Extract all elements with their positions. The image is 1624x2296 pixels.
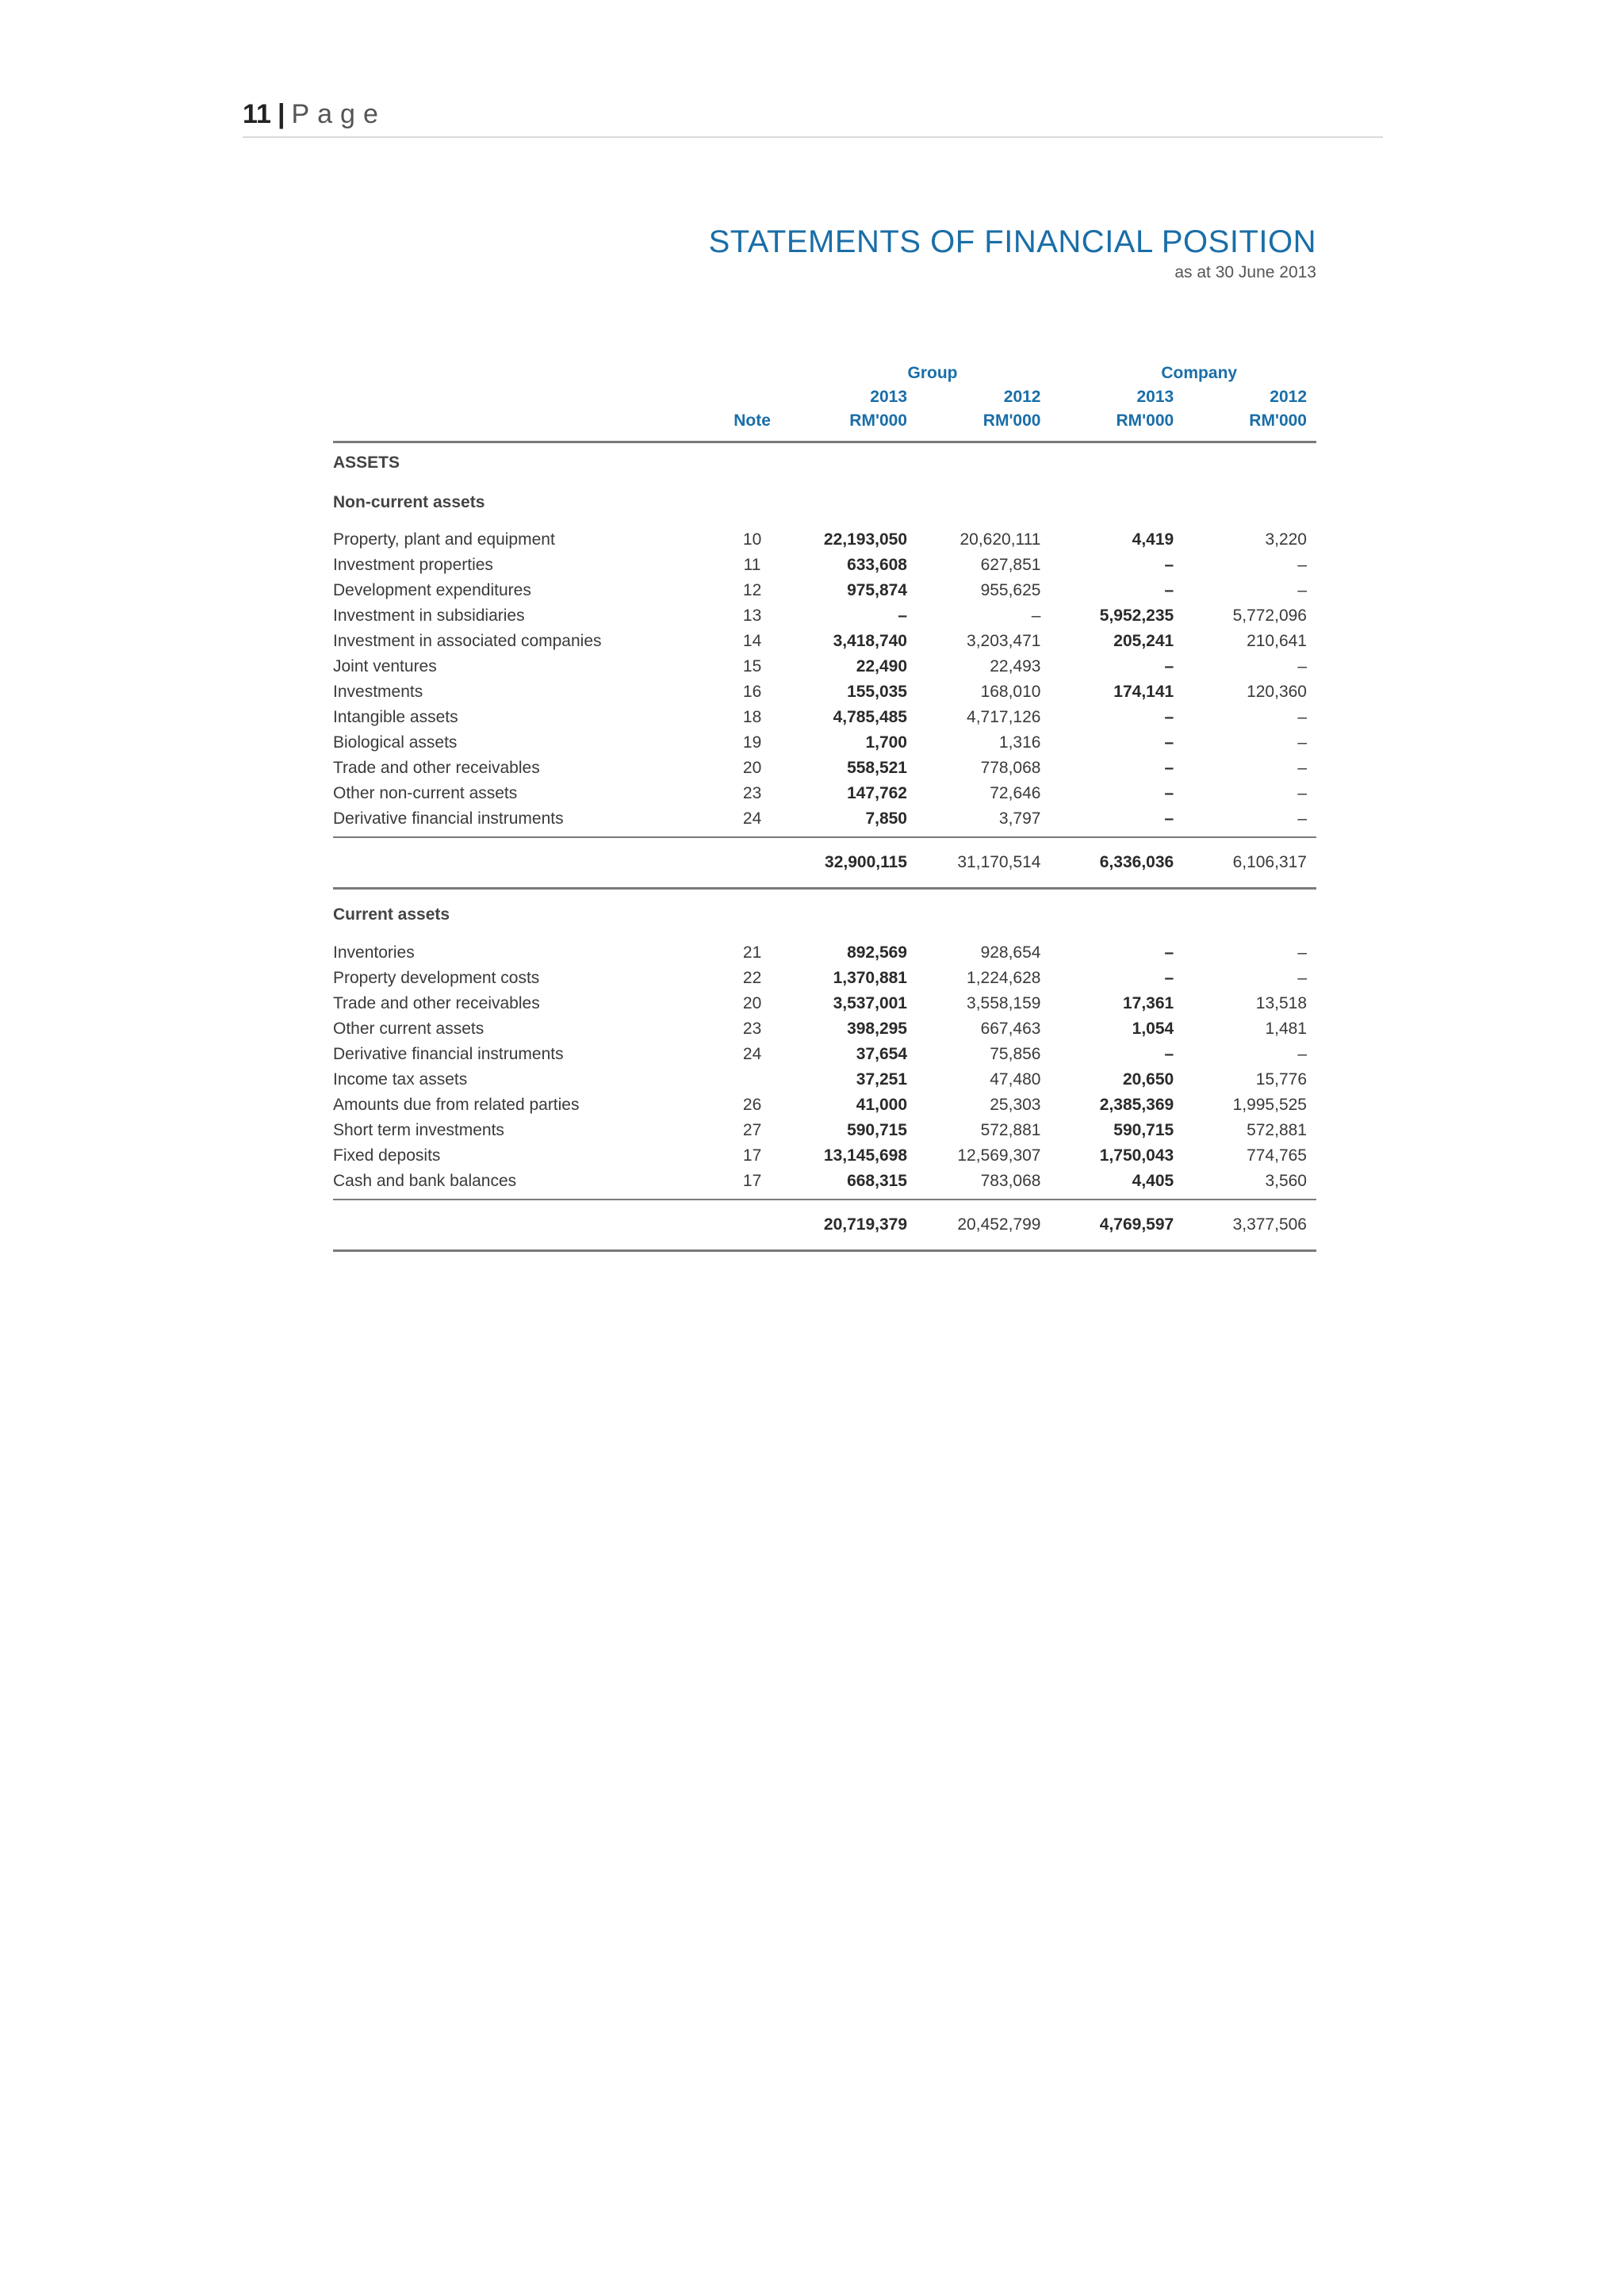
table-row bbox=[333, 527, 1316, 553]
group-2013-value: 590,715 bbox=[847, 1121, 907, 1139]
row-label: Investment properties bbox=[333, 556, 493, 574]
group-2012-value: 75,856 bbox=[990, 1045, 1041, 1063]
row-note: 22 bbox=[742, 969, 762, 987]
group-2012-value: – bbox=[1031, 607, 1041, 625]
group-2013-value: 3,418,740 bbox=[833, 632, 907, 650]
row-note: 14 bbox=[742, 632, 762, 650]
unit-label: RM'000 bbox=[849, 411, 907, 430]
group-2013-value: 7,850 bbox=[865, 809, 907, 828]
table-row bbox=[333, 578, 1316, 603]
company-2012-value: – bbox=[1297, 733, 1307, 752]
row-note: 20 bbox=[742, 994, 762, 1012]
group-2013-value: 633,608 bbox=[847, 556, 907, 574]
group-2012-value: 783,068 bbox=[980, 1172, 1041, 1190]
row-note: 17 bbox=[742, 1172, 762, 1190]
company-2012-value: – bbox=[1297, 784, 1307, 802]
company-2013-value: – bbox=[1164, 657, 1174, 675]
group-2013-value: 398,295 bbox=[847, 1020, 907, 1038]
unit-label: RM'000 bbox=[982, 411, 1041, 430]
company-2012-value: 3,220 bbox=[1265, 530, 1307, 549]
table-row bbox=[333, 1143, 1316, 1169]
company-2012-value: – bbox=[1297, 1045, 1307, 1063]
group-2013-value: 3,537,001 bbox=[833, 994, 907, 1012]
company-2013-value: – bbox=[1164, 969, 1174, 987]
group-2012-value: 47,480 bbox=[990, 1070, 1041, 1089]
non-current-heading: Non-current assets bbox=[333, 493, 485, 511]
group-header-row bbox=[333, 362, 1316, 385]
table-row bbox=[333, 806, 1316, 832]
group-2013-value: 22,193,050 bbox=[823, 530, 907, 549]
group-2013-value: 37,654 bbox=[856, 1045, 907, 1063]
company-2013-value: 205,241 bbox=[1113, 632, 1174, 650]
company-2013-value: – bbox=[1164, 556, 1174, 574]
row-label: Investment in subsidiaries bbox=[333, 607, 525, 625]
row-label: Intangible assets bbox=[333, 708, 458, 726]
company-2013-value: 1,750,043 bbox=[1099, 1146, 1174, 1165]
group-2012-value: 20,620,111 bbox=[959, 530, 1041, 549]
row-label: Biological assets bbox=[333, 733, 458, 752]
table-row bbox=[333, 1067, 1316, 1093]
row-label: Cash and bank balances bbox=[333, 1172, 517, 1190]
row-note: 20 bbox=[742, 759, 762, 777]
assets-heading: ASSETS bbox=[333, 453, 400, 472]
year-group-2013: 2013 bbox=[870, 388, 907, 406]
company-2012-value: – bbox=[1297, 708, 1307, 726]
page-header bbox=[243, 97, 1383, 138]
assets-heading-row bbox=[333, 442, 1316, 484]
company-2013-value: 5,952,235 bbox=[1099, 607, 1174, 625]
group-2012-value: 25,303 bbox=[990, 1096, 1041, 1114]
company-2013-value: 174,141 bbox=[1113, 683, 1174, 701]
group-2013-value: 975,874 bbox=[847, 581, 907, 599]
total-note bbox=[722, 1200, 783, 1251]
year-company-2013: 2013 bbox=[1136, 388, 1174, 406]
company-2013-value: 1,054 bbox=[1132, 1020, 1174, 1038]
group-2012-value: 667,463 bbox=[980, 1020, 1041, 1038]
row-label: Short term investments bbox=[333, 1121, 504, 1139]
row-note: 23 bbox=[742, 784, 762, 802]
group-2013-value: 1,370,881 bbox=[833, 969, 907, 987]
total-row bbox=[333, 837, 1316, 889]
row-label: Derivative financial instruments bbox=[333, 1045, 564, 1063]
company-2012-value: 572,881 bbox=[1247, 1121, 1307, 1139]
year-header-row bbox=[333, 385, 1316, 409]
group-2013-value: 892,569 bbox=[847, 943, 907, 962]
group-2012-value: 3,797 bbox=[998, 809, 1041, 828]
financial-position-table bbox=[333, 362, 1316, 1252]
table-row bbox=[333, 1093, 1316, 1118]
row-label: Trade and other receivables bbox=[333, 759, 540, 777]
group-2012-value: 1,316 bbox=[998, 733, 1041, 752]
company-2013-value: 2,385,369 bbox=[1099, 1096, 1174, 1114]
company-2013-value: 4,405 bbox=[1132, 1172, 1174, 1190]
company-2012-value: – bbox=[1297, 809, 1307, 828]
company-2012-value: 120,360 bbox=[1247, 683, 1307, 701]
row-note: 27 bbox=[742, 1121, 762, 1139]
total-note bbox=[722, 837, 783, 889]
group-2013-value: – bbox=[898, 607, 907, 625]
row-label: Derivative financial instruments bbox=[333, 809, 564, 828]
group-2012-value: 72,646 bbox=[990, 784, 1041, 802]
row-label: Investment in associated companies bbox=[333, 632, 602, 650]
table-row bbox=[333, 1016, 1316, 1042]
company-2012-value: 774,765 bbox=[1247, 1146, 1307, 1165]
unit-header-row bbox=[333, 409, 1316, 433]
total-group-2013: 32,900,115 bbox=[783, 837, 917, 889]
group-2013-value: 4,785,485 bbox=[833, 708, 907, 726]
total-group-2012: 31,170,514 bbox=[917, 837, 1050, 889]
group-2013-value: 37,251 bbox=[856, 1070, 907, 1089]
company-2012-value: – bbox=[1297, 943, 1307, 962]
company-2013-value: – bbox=[1164, 1045, 1174, 1063]
group-2013-value: 668,315 bbox=[847, 1172, 907, 1190]
company-2012-value: 210,641 bbox=[1247, 632, 1307, 650]
company-2013-value: – bbox=[1164, 581, 1174, 599]
row-label: Fixed deposits bbox=[333, 1146, 441, 1165]
company-2013-value: 4,419 bbox=[1132, 530, 1174, 549]
group-2012-value: 168,010 bbox=[980, 683, 1041, 701]
row-label: Trade and other receivables bbox=[333, 994, 540, 1012]
group-2012-value: 22,493 bbox=[990, 657, 1041, 675]
year-company-2012: 2012 bbox=[1270, 388, 1307, 406]
year-group-2012: 2012 bbox=[1003, 388, 1041, 406]
group-2013-value: 1,700 bbox=[865, 733, 907, 752]
table-row bbox=[333, 603, 1316, 629]
row-note bbox=[722, 1067, 783, 1093]
company-2013-value: – bbox=[1164, 733, 1174, 752]
spacer-row bbox=[333, 1194, 1316, 1200]
company-2012-value: 15,776 bbox=[1255, 1070, 1307, 1089]
note-header: Note bbox=[733, 411, 771, 430]
total-company-2012: 3,377,506 bbox=[1183, 1200, 1316, 1251]
row-note: 15 bbox=[742, 657, 762, 675]
total-company-2012: 6,106,317 bbox=[1183, 837, 1316, 889]
group-2012-value: 778,068 bbox=[980, 759, 1041, 777]
group-2013-value: 41,000 bbox=[856, 1096, 907, 1114]
table-row bbox=[333, 781, 1316, 806]
group-2012-value: 12,569,307 bbox=[957, 1146, 1041, 1165]
table-row bbox=[333, 629, 1316, 654]
table-row bbox=[333, 1042, 1316, 1067]
row-note: 10 bbox=[742, 530, 762, 549]
total-row bbox=[333, 1200, 1316, 1251]
group-2012-value: 572,881 bbox=[980, 1121, 1041, 1139]
table-row bbox=[333, 654, 1316, 679]
unit-label: RM'000 bbox=[1116, 411, 1174, 430]
group-2013-value: 155,035 bbox=[847, 683, 907, 701]
header-rule bbox=[333, 433, 1316, 442]
non-current-heading-row bbox=[333, 483, 1316, 522]
company-2013-value: – bbox=[1164, 759, 1174, 777]
row-note: 16 bbox=[742, 683, 762, 701]
row-label: Other non-current assets bbox=[333, 784, 518, 802]
row-note: 12 bbox=[742, 581, 762, 599]
table-row bbox=[333, 756, 1316, 781]
table-row bbox=[333, 940, 1316, 966]
row-note: 24 bbox=[742, 809, 762, 828]
company-2013-value: 17,361 bbox=[1122, 994, 1174, 1012]
group-2013-value: 22,490 bbox=[856, 657, 907, 675]
unit-label: RM'000 bbox=[1249, 411, 1307, 430]
row-note: 24 bbox=[742, 1045, 762, 1063]
group-2012-value: 1,224,628 bbox=[967, 969, 1041, 987]
current-heading-row bbox=[333, 889, 1316, 941]
group-2012-value: 955,625 bbox=[980, 581, 1041, 599]
company-2012-value: 13,518 bbox=[1255, 994, 1307, 1012]
current-heading: Current assets bbox=[333, 905, 450, 924]
company-2012-value: – bbox=[1297, 657, 1307, 675]
row-label: Investments bbox=[333, 683, 423, 701]
row-label: Development expenditures bbox=[333, 581, 531, 599]
company-2012-value: 3,560 bbox=[1265, 1172, 1307, 1190]
table-row bbox=[333, 730, 1316, 756]
group-2012-value: 3,203,471 bbox=[967, 632, 1041, 650]
table-row bbox=[333, 1169, 1316, 1194]
company-2013-value: 590,715 bbox=[1113, 1121, 1174, 1139]
row-label: Other current assets bbox=[333, 1020, 485, 1038]
company-label: Company bbox=[1161, 364, 1238, 382]
total-group-2012: 20,452,799 bbox=[917, 1200, 1050, 1251]
row-note: 17 bbox=[742, 1146, 762, 1165]
company-2012-value: – bbox=[1297, 556, 1307, 574]
statement-subtitle: as at 30 June 2013 bbox=[1174, 263, 1316, 281]
company-2012-value: – bbox=[1297, 969, 1307, 987]
company-2012-value: – bbox=[1297, 581, 1307, 599]
row-note: 18 bbox=[742, 708, 762, 726]
group-2012-value: 627,851 bbox=[980, 556, 1041, 574]
group-2013-value: 558,521 bbox=[847, 759, 907, 777]
row-note: 23 bbox=[742, 1020, 762, 1038]
row-note: 19 bbox=[742, 733, 762, 752]
row-note: 21 bbox=[742, 943, 762, 962]
table-row bbox=[333, 679, 1316, 705]
company-2013-value: – bbox=[1164, 784, 1174, 802]
group-2013-value: 147,762 bbox=[847, 784, 907, 802]
table-row bbox=[333, 705, 1316, 730]
row-note: 11 bbox=[743, 556, 761, 574]
page-separator: | bbox=[277, 99, 285, 129]
row-label: Income tax assets bbox=[333, 1070, 468, 1089]
total-label bbox=[333, 1200, 722, 1251]
company-2012-value: 5,772,096 bbox=[1232, 607, 1307, 625]
total-company-2013: 6,336,036 bbox=[1050, 837, 1183, 889]
group-label: Group bbox=[907, 364, 958, 382]
company-2013-value: – bbox=[1164, 809, 1174, 828]
row-label: Amounts due from related parties bbox=[333, 1096, 580, 1114]
table-row bbox=[333, 991, 1316, 1016]
row-label: Joint ventures bbox=[333, 657, 437, 675]
group-2012-value: 4,717,126 bbox=[967, 708, 1041, 726]
spacer-row bbox=[333, 832, 1316, 837]
table-row bbox=[333, 966, 1316, 991]
table-row bbox=[333, 553, 1316, 578]
row-label: Inventories bbox=[333, 943, 415, 962]
company-2013-value: – bbox=[1164, 943, 1174, 962]
financial-statement bbox=[333, 222, 1316, 1252]
statement-title: STATEMENTS OF FINANCIAL POSITION bbox=[708, 224, 1316, 259]
page-number: 11 bbox=[243, 99, 271, 129]
total-company-2013: 4,769,597 bbox=[1050, 1200, 1183, 1251]
group-2013-value: 13,145,698 bbox=[823, 1146, 907, 1165]
group-2012-value: 928,654 bbox=[980, 943, 1041, 962]
company-2013-value: – bbox=[1164, 708, 1174, 726]
page-word: Page bbox=[291, 99, 386, 129]
company-2013-value: 20,650 bbox=[1122, 1070, 1174, 1089]
row-label: Property development costs bbox=[333, 969, 540, 987]
group-2012-value: 3,558,159 bbox=[967, 994, 1041, 1012]
company-2012-value: – bbox=[1297, 759, 1307, 777]
total-group-2013: 20,719,379 bbox=[783, 1200, 917, 1251]
total-label bbox=[333, 837, 722, 889]
company-2012-value: 1,481 bbox=[1265, 1020, 1307, 1038]
company-2012-value: 1,995,525 bbox=[1232, 1096, 1307, 1114]
row-label: Property, plant and equipment bbox=[333, 530, 555, 549]
row-note: 13 bbox=[742, 607, 762, 625]
row-note: 26 bbox=[742, 1096, 762, 1114]
table-row bbox=[333, 1118, 1316, 1143]
